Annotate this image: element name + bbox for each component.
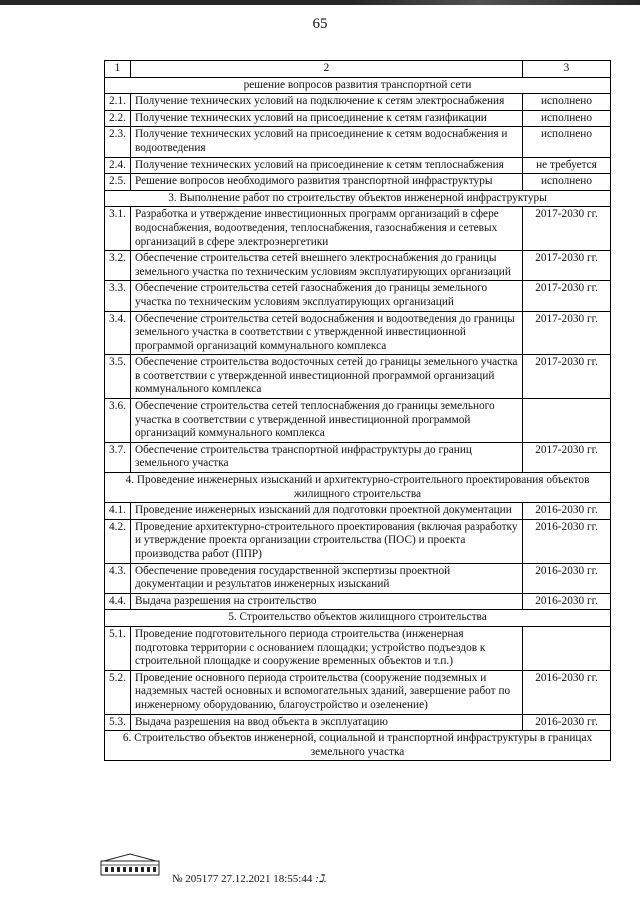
table-row — [105, 110, 611, 127]
item-status: 2017-2030 гг. — [523, 311, 611, 355]
item-description: Обеспечение строительства сетей внешнего электроснабжения до границы земельного участка по техническим условиям эксплуатирующих организаций — [131, 251, 523, 281]
item-status: 2016-2030 гг. — [523, 670, 611, 714]
table-row — [105, 626, 611, 670]
item-status: 2016-2030 гг. — [523, 519, 611, 563]
item-description: Разработка и утверждение инвестиционных программ организаций в сфере водоснабжения, водоотведения, теплоснабжения, газоснабжения и сетевых организаций в сфере электроэнергетики — [131, 207, 523, 251]
section-heading-row — [105, 77, 611, 94]
item-status: 2017-2030 гг. — [523, 251, 611, 281]
table-row — [105, 207, 611, 251]
item-number: 5.1. — [105, 626, 131, 670]
table-row — [105, 519, 611, 563]
table-row — [105, 94, 611, 111]
item-number: 3.6. — [105, 399, 131, 443]
item-number: 2.4. — [105, 157, 131, 174]
table-row — [105, 503, 611, 520]
item-number: 3.5. — [105, 355, 131, 399]
scan-top-edge — [0, 0, 640, 5]
table-row — [105, 174, 611, 191]
item-description: Выдача разрешения на ввод объекта в эксплуатацию — [131, 714, 523, 731]
item-status: не требуется — [523, 157, 611, 174]
item-number: 5.3. — [105, 714, 131, 731]
table-row — [105, 251, 611, 281]
item-description: Обеспечение проведения государственной экспертизы проектной документации и результатов инженерных изысканий — [131, 563, 523, 593]
item-status: исполнено — [523, 110, 611, 127]
section-heading: 4. Проведение инженерных изысканий и архитектурно-строительного проектирования объектов жилищного строительства — [105, 473, 611, 503]
item-description: Проведение подготовительного периода строительства (инженерная подготовка территории с основанием площадки; устройство подъездов к строительной площадке и сооружение временных объектов и т.п.) — [131, 626, 523, 670]
item-description: Обеспечение строительства сетей теплоснабжения до границы земельного участка в соответствии с утвержденной инвестиционной программой организаций коммунального комплекса — [131, 399, 523, 443]
section-heading-row — [105, 190, 611, 207]
item-number: 5.2. — [105, 670, 131, 714]
item-number: 4.4. — [105, 593, 131, 610]
item-number: 2.5. — [105, 174, 131, 191]
table-row — [105, 563, 611, 593]
schedule-table-body — [105, 61, 611, 761]
section-heading-row — [105, 610, 611, 627]
table-row — [105, 127, 611, 157]
item-description: Обеспечение строительства сетей газоснабжения до границы земельного участка по техническим условиям эксплуатирующих организаций — [131, 281, 523, 311]
item-description: Получение технических условий на присоединение к сетям теплоснабжения — [131, 157, 523, 174]
item-description: Получение технических условий на присоединение к сетям газификации — [131, 110, 523, 127]
section-heading: 5. Строительство объектов жилищного строительства — [105, 610, 611, 627]
item-description: Обеспечение строительства водосточных сетей до границы земельного участка в соответствии с утвержденной инвестиционной программой организаций коммунального комплекса — [131, 355, 523, 399]
section-heading: решение вопросов развития транспортной сети — [105, 77, 611, 94]
item-description: Решение вопросов необходимого развития транспортной инфраструктуры — [131, 174, 523, 191]
item-description: Проведение инженерных изысканий для подготовки проектной документации — [131, 503, 523, 520]
item-status — [523, 399, 611, 443]
item-description: Получение технических условий на присоединение к сетям водоснабжения и водоотведения — [131, 127, 523, 157]
item-description: Выдача разрешения на строительство — [131, 593, 523, 610]
item-status: 2017-2030 гг. — [523, 207, 611, 251]
item-number: 3.1. — [105, 207, 131, 251]
section-heading: 3. Выполнение работ по строительству объектов инженерной инфраструктуры — [105, 190, 611, 207]
handwritten-mark-icon: :ℷ. — [315, 873, 327, 885]
item-status: 2017-2030 гг. — [523, 355, 611, 399]
item-status: 2016-2030 гг. — [523, 563, 611, 593]
table-row — [105, 399, 611, 443]
section-heading: 6. Строительство объектов инженерной, социальной и транспортной инфраструктуры в границах земельного участка — [105, 731, 611, 761]
item-status: исполнено — [523, 94, 611, 111]
item-description: Проведение основного периода строительства (сооружение подземных и надземных частей основных и вспомогательных зданий, завершение работ по инженерному оборудованию, благоустройство и озеленение) — [131, 670, 523, 714]
item-description: Проведение архитектурно-строительного проектирования (включая разработку и утверждение проекта организации строительства (ПОС) и проекта производства работ (ППР) — [131, 519, 523, 563]
header-col-1: 1 — [105, 61, 131, 78]
table-row — [105, 593, 611, 610]
section-heading-row — [105, 473, 611, 503]
item-number: 3.2. — [105, 251, 131, 281]
item-number: 3.3. — [105, 281, 131, 311]
table-row — [105, 355, 611, 399]
item-description: Обеспечение строительства транспортной инфраструктуры до границ земельного участка — [131, 442, 523, 472]
item-description: Обеспечение строительства сетей водоснабжения и водоотведения до границы земельного участка в соответствии с утвержденной инвестиционной программой организаций коммунального комплекса — [131, 311, 523, 355]
item-description: Получение технических условий на подключение к сетям электроснабжения — [131, 94, 523, 111]
table-row — [105, 281, 611, 311]
table-row — [105, 670, 611, 714]
item-number: 3.4. — [105, 311, 131, 355]
document-registration-number — [172, 872, 327, 885]
section-heading-row — [105, 731, 611, 761]
item-status: 2016-2030 гг. — [523, 503, 611, 520]
item-number: 2.2. — [105, 110, 131, 127]
page-number: 65 — [312, 16, 328, 32]
item-number: 2.3. — [105, 127, 131, 157]
item-number: 4.3. — [105, 563, 131, 593]
schedule-table — [104, 60, 611, 761]
item-status: 2017-2030 гг. — [523, 442, 611, 472]
item-status: 2016-2030 гг. — [523, 593, 611, 610]
item-number: 4.2. — [105, 519, 131, 563]
table-row — [105, 714, 611, 731]
table-header-row — [105, 61, 611, 78]
header-col-3: 3 — [523, 61, 611, 78]
item-status — [523, 626, 611, 670]
table-row — [105, 157, 611, 174]
registration-text: № 205177 27.12.2021 18:55:44 — [172, 873, 313, 885]
item-number: 4.1. — [105, 503, 131, 520]
item-status: 2017-2030 гг. — [523, 281, 611, 311]
building-stamp-icon — [100, 852, 160, 876]
item-status: исполнено — [523, 174, 611, 191]
item-number: 2.1. — [105, 94, 131, 111]
header-col-2: 2 — [131, 61, 523, 78]
item-status: 2016-2030 гг. — [523, 714, 611, 731]
item-number: 3.7. — [105, 442, 131, 472]
table-row — [105, 311, 611, 355]
table-row — [105, 442, 611, 472]
item-status: исполнено — [523, 127, 611, 157]
